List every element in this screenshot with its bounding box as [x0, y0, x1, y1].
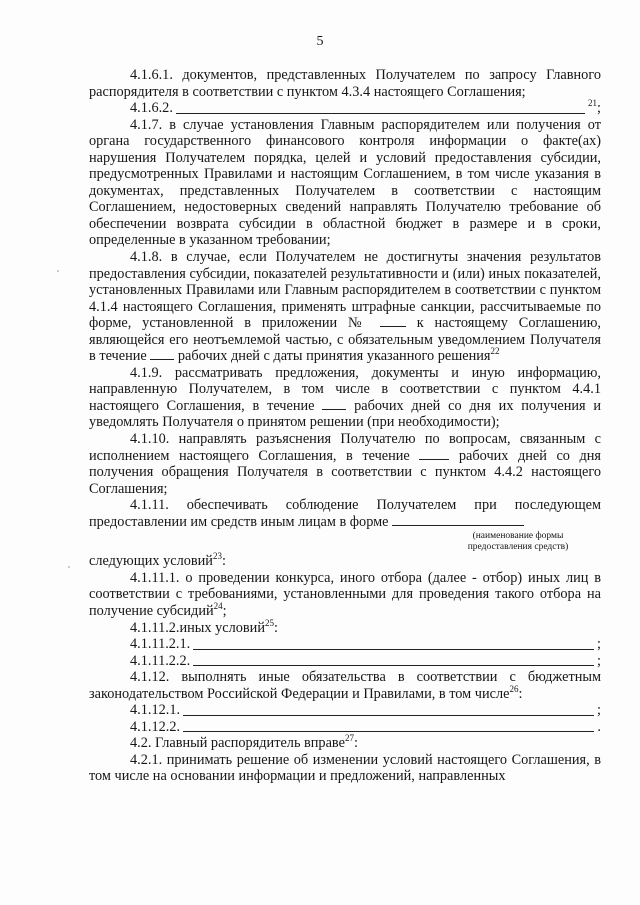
blank-line	[183, 704, 594, 716]
blank-line	[392, 514, 524, 526]
blank-line	[183, 720, 594, 732]
footnote-ref: 21	[588, 98, 598, 109]
footnote-ref: 26	[509, 683, 519, 694]
footnote-ref: 23	[212, 551, 222, 562]
clause-4-1-10: 4.1.10. направлять разъяснения Получателю по вопросам, связанным с исполнением настоящего Соглашения, в течение рабочих дней со дня получения обращения Получателя в соответствии с пунктом 4.4.2 настоящего Соглашения;	[89, 431, 602, 497]
clause-4-1-12: 4.1.12. выполнять иные обязательства в соответствии с бюджетным законодательством Российской Федерации и Правилами, в том числе$^{26}$:	[89, 669, 601, 702]
footnote-ref: 27	[344, 733, 354, 744]
clause-4-1-6-2: 4.1.6.2. $^{21}$;	[130, 98, 601, 117]
field-caption: (наименование формы предоставления средств)	[467, 531, 569, 553]
clause-conditions: следующих условий$^{23}$:	[89, 551, 226, 570]
clause-4-2-1: 4.2.1. принимать решение об изменении условий настоящего Соглашения, в том числе на основании информации и предложений, направленных	[89, 751, 601, 785]
blank-line	[419, 448, 449, 460]
clause-4-1-9: 4.1.9. рассматривать предложения, документы и иную информацию, направленную Получателем, в том числе в соответствии с пунктом 4.4.1 настоящего Соглашения, в течение рабочих дней со дня их получения и уведомлять Получателя о принятом решении (при необходимости);	[89, 364, 602, 431]
page-number: 5	[316, 34, 324, 49]
clause-4-1-12-1: 4.1.12.1. ;	[130, 702, 601, 719]
clause-4-1-11-2-2: 4.1.11.2.2. ;	[130, 652, 601, 669]
footnote-ref: 25	[264, 617, 274, 628]
scan-speck	[68, 566, 70, 568]
blank-line	[150, 348, 174, 360]
blank-line	[322, 398, 346, 410]
footnote-ref: 22	[490, 346, 500, 357]
clause-4-1-11-2: 4.1.11.2.иных условий$^{25}$:	[130, 617, 278, 636]
clause-4-1-11-2-1: 4.1.11.2.1. ;	[130, 636, 601, 653]
clause-4-1-6-1: 4.1.6.1. документов, представленных Получателем по запросу Главного распорядителя в соответствии с пунктом 4.3.4 настоящего Соглашения;	[89, 67, 601, 100]
scan-speck	[57, 270, 59, 272]
clause-4-1-11-1: 4.1.11.1. о проведении конкурса, иного отбора (далее - отбор) иных лиц в соответствии с требованиями, установленными для проведения такого отбора на получение субсидий$^{24}$;	[89, 569, 601, 619]
clause-4-1-11: 4.1.11. обеспечивать соблюдение Получателем при последующем предоставлении им средств иным лицам в форме	[89, 497, 601, 530]
blank-line	[193, 638, 594, 650]
document-body	[89, 67, 601, 785]
clause-4-1-8: 4.1.8. в случае, если Получателем не достигнуты значения результатов предоставления субсидии, показателей результативности и (или) иных показателей, установленных Правилами или Главным распорядителем в соответствии с пунктом 4.1.4 настоящего Соглашения, применять штрафные санкции, рассчитываемые по форме, установленной в приложении № к настоящему Соглашению, являющейся его неотъемлемой частью, с обязательным уведомлением Получателя в течение рабочих дней с даты принятия указанного решения$^{22}$	[89, 249, 601, 365]
blank-line	[176, 102, 585, 114]
clause-4-1-7: 4.1.7. в случае установления Главным распорядителем или получения от органа государственного финансового контроля информации о факте(ах) нарушения Получателем порядка, целей и условий предоставления субсидии, предусмотренных Правилами и настоящим Соглашением, в том числе указания в документах, представленных Получателем в соответствии с настоящим Соглашением, недостоверных сведений направлять Получателю требование об обеспечении возврата субсидии в областной бюджет в размере и в сроки, определенные в указанном требовании;	[89, 116, 601, 249]
clause-label: 4.1.6.2.	[130, 100, 173, 117]
footnote-ref: 24	[213, 600, 223, 611]
clause-4-2: 4.2. Главный распорядитель вправе$^{27}$:	[130, 733, 358, 752]
clause-4-1-12-2: 4.1.12.2. .	[130, 718, 601, 735]
blank-line	[193, 654, 594, 666]
blank-line	[380, 315, 406, 327]
